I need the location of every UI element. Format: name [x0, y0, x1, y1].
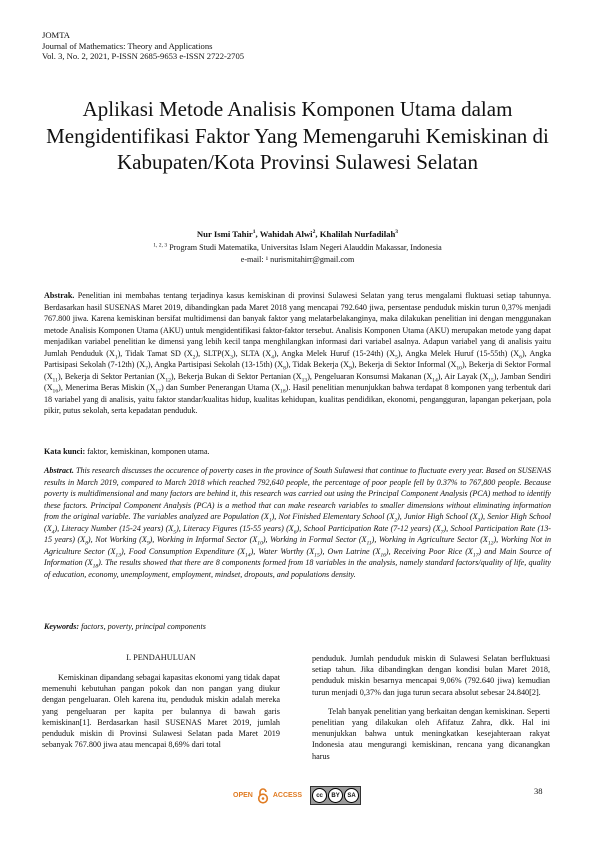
- sub: 17: [472, 552, 479, 559]
- abstract-text: ), Junior High School (X: [397, 512, 478, 521]
- abstrak-text: ), Angka Melek Huruf (15-24th) (X: [273, 348, 396, 358]
- abstract-text: ). The results showed that there are 8 components formed from 18 variables in the analysis, namely standard factors/quality of life, quality of education, economy, unemployment, employment, mindset, dropouts, and populations density.: [44, 558, 551, 579]
- access-label: ACCESS: [272, 792, 303, 799]
- sub: 5: [173, 529, 177, 536]
- abstrak-text: ), SLTA (X: [232, 348, 272, 358]
- sub: 4: [271, 354, 274, 361]
- sub: 15: [314, 552, 320, 559]
- paragraph: Kemiskinan dipandang sebagai kapasitas ekonomi yang tidak dapat memenuhi kebutuhan pangan pokok dan non pangan yang diukur dengan pengeluaran. Oleh karena itu, penduduk miskin adalah mereka yang pengeluaran per kapita per bulannya di bawah garis kemiskinan[1]. Berdasarkan hasil SUSENAS Maret 2019, jumlah penduduk miskin di Provinsi Sulawesi Selatan pada Maret 2019 sebanyak 767.800 jiwa atau mencapai 8,69% dari total: [42, 673, 280, 750]
- email: e-mail: ¹ nurismitahirr@gmail.com: [240, 254, 355, 264]
- abstrak-text: ), Angka Melek Huruf (15-55th) (X: [397, 348, 520, 358]
- author-1-sup: 1: [252, 229, 256, 236]
- abstrak-text: ), Jamban Sendiri (X: [44, 371, 551, 392]
- abstrak-text: ), Angka Partisipasi Sekolah (7-12th) (X: [44, 348, 552, 369]
- abstract-text: ), Literacy Figures (15-55 years) (X: [176, 523, 294, 533]
- sub: 7: [440, 529, 444, 536]
- abstrak-text: ). Hasil penelitian menunjukkan bahwa terdapat 8 komponen yang terbentuk dari 18 variabel yang di analisis, yaitu faktor standar/kualitas hidup, kualitas kehidupan, kualitas pendidikan, ekonomi, pengangguran, lapangan pekerjaan, pola pikir, putus sekolah, serta kepadatan penduduk.: [44, 383, 552, 415]
- abstract-text: ), School Participation Rate (7-12 years) (X: [296, 523, 441, 533]
- sub: 1: [268, 517, 272, 524]
- sub: 18: [280, 388, 286, 395]
- abstract-text: ), Food Consumption Expenditure (X: [120, 546, 245, 556]
- abstrak-text: ), Menerima Beras Miskin (X: [58, 383, 156, 392]
- sub: 3: [230, 354, 233, 361]
- sub: 2: [192, 354, 196, 361]
- sub: 10: [257, 540, 263, 547]
- affiliation-sup: 1, 2, 3: [153, 242, 168, 249]
- page-number: 38: [534, 786, 543, 796]
- paragraph: Telah banyak penelitian yang berkaitan dengan kemiskinan. Seperti penelitian yang dilakukan oleh Afifatuz Zahra, dkk. Hal ini menunjukkan bahwa untuk meningkatkan kesejahteraan rakyat Indonesia atau mengurangi kemiskinan, rencana yang dicanangkan harus: [312, 706, 550, 761]
- sub: 13: [115, 552, 121, 559]
- abstrak: [44, 290, 551, 417]
- sub: 1: [114, 354, 118, 361]
- sub: 17: [155, 388, 161, 395]
- author-list: Nur Ismi Tahir$^1$, Wahidah Alwi$^2$, Khalilah Nurfadilah$^3$: [196, 229, 399, 239]
- sub: 3: [477, 517, 481, 524]
- abstract-text: ), Working in Formal Sector (X: [262, 535, 367, 544]
- abstrak-text: ), Tidak Bekerja (X: [285, 360, 349, 369]
- cc-icon: cc: [312, 788, 327, 803]
- sub: 13: [301, 377, 308, 384]
- sub: 9: [146, 540, 150, 547]
- kata-kunci-label: Kata kunci:: [44, 447, 86, 456]
- sub: 12: [487, 540, 494, 547]
- license-footer: [233, 786, 361, 805]
- author-1: Nur Ismi Tahir: [196, 229, 253, 239]
- sub: 9: [349, 365, 352, 372]
- abstract-text: ), School Participation Rate (13-15 years) (X: [44, 523, 551, 544]
- sub: 5: [395, 354, 398, 361]
- sub: 11: [52, 377, 58, 384]
- abstract-text: ), Receiving Poor Rice (X: [385, 546, 473, 556]
- open-label: OPEN: [233, 792, 253, 799]
- sa-icon: SA: [344, 788, 359, 803]
- keywords-en: [44, 621, 551, 633]
- abstrak-text: ), Bekerja Bukan di Sektor Pertanian (X: [170, 371, 302, 381]
- sub: 16: [380, 552, 386, 559]
- sub: 6: [519, 354, 522, 361]
- abstrak-text: ), Pengeluaran Konsumsi Makanan (X: [307, 371, 433, 381]
- sub: 11: [366, 540, 372, 547]
- sub: 4: [51, 529, 55, 536]
- sub: 10: [456, 365, 462, 372]
- sub: 16: [52, 388, 59, 395]
- paper-title: Aplikasi Metode Analisis Komponen Utama dalam Mengidentifikasi Faktor Yang Memengaruhi Kemiskinan di Kabupaten/Kota Provinsi Sulawesi Selatan: [46, 97, 549, 174]
- open-access-lock-icon: [257, 788, 269, 804]
- keywords-label: Keywords:: [44, 622, 80, 631]
- abstract-label: Abstract.: [44, 466, 74, 475]
- sub: 2: [394, 517, 398, 524]
- abstract-text: ), Not Working (X: [87, 535, 147, 544]
- abstract-text: ), Literacy Number (15-24 years) (X: [54, 523, 174, 533]
- abstrak-text: ), Bekerja di Sektor Pertanian (X: [57, 371, 166, 381]
- sub: 8: [283, 365, 286, 372]
- abstrak-text: ), Tidak Tamat SD (X: [117, 348, 193, 358]
- abstract-text: ), Own Latrine (X: [319, 546, 381, 556]
- abstract-text: ), Senior High School (X: [44, 512, 551, 533]
- sub: 8: [85, 540, 88, 547]
- sub: 12: [165, 377, 171, 384]
- abstract-text: ) and Main Source of Information (X: [44, 546, 551, 567]
- left-column: [42, 672, 280, 750]
- right-column: [312, 653, 550, 762]
- kata-kunci: [44, 446, 551, 458]
- by-icon: BY: [328, 788, 343, 803]
- abstrak-text: ) dan Sumber Penerangan Utama (X: [160, 383, 281, 392]
- abstrak-text: ), Bekerja di Sektor Formal (X: [44, 360, 551, 381]
- abstract-en: [44, 465, 551, 580]
- abstrak-text: ), Air Layak (X: [437, 371, 489, 381]
- abstract-text: This research discusses the occurence of poverty cases in the province of South Sulawesi that continue to fluctuate every year. Based on SUSENAS results in March 2019, compared to March 2018 which reached 792,640 people, the percentage of poor people fell by 0.37% to 767,800 people. Because poverty is multidimensional and many factors are behind it, this research was carried out using the Principal Component Analysis (PCA) method to identify these factors. Principal Component Analysis (PCA) is a method that can make research variables to smaller dimensions without eliminating information from the original variable. The variables analyzed are Population (X: [44, 466, 551, 521]
- journal-issue: Vol. 3, No. 2, 2021, P-ISSN 2685-9653 e-ISSN 2722-2705: [42, 51, 245, 62]
- sub: 15: [488, 377, 494, 384]
- author-2: Wahidah Alwi: [259, 229, 313, 239]
- author-2-sup: 2: [312, 229, 316, 236]
- abstrak-label: Abstrak.: [44, 291, 75, 300]
- keywords-text: factors, poverty, principal components: [79, 622, 206, 631]
- section-title: I. PENDAHULUAN: [126, 653, 196, 662]
- abstract-text: ), Working Not in Agriculture Sector (X: [44, 535, 551, 556]
- abstract-text: ), Working in Informal Sector (X: [149, 535, 258, 544]
- sub: 6: [293, 529, 297, 536]
- author-3: Khalilah Nurfadilah: [319, 229, 396, 239]
- author-3-sup: 3: [395, 229, 399, 236]
- sub: 18: [92, 563, 99, 570]
- abstract-text: ), Working in Agriculture Sector (X: [371, 535, 488, 544]
- affiliation: Program Studi Matematika, Universitas Islam Negeri Alauddin Makassar, Indonesia: [169, 243, 442, 252]
- abstrak-text: ), Angka Partisipasi Sekolah (13-15th) (X: [147, 360, 284, 369]
- abstract-text: ), Not Finished Elementary School (X: [271, 512, 395, 521]
- journal-header: [42, 30, 244, 62]
- abstract-text: ), Water Worthy (X: [250, 546, 315, 556]
- abstrak-text: ), Bekerja di Sektor Informal (X: [351, 360, 457, 369]
- sub: 14: [432, 377, 438, 384]
- journal-full-name: Journal of Mathematics: Theory and Applications: [42, 40, 213, 51]
- sub: 7: [145, 365, 148, 372]
- paragraph: penduduk. Jumlah penduduk miskin di Sulawesi Selatan berfluktuasi setiap tahun. Jika dibandingkan dengan kondisi bulan Maret 2018, penduduk miskin besarnya mencapai 9,06% (792.640 jiwa) kemudian turun menjadi 0,37% dan juga turun secara absolut sebesar 24.840[2].: [312, 654, 550, 697]
- journal-name: JOMTA: [42, 30, 70, 40]
- abstrak-text: ), SLTP(X: [195, 348, 231, 358]
- sub: 14: [244, 552, 251, 559]
- abstrak-text: Penelitian ini membahas tentang terjadinya kasus kemiskinan di provinsi Sulawesi Selatan yang terus mengalami fluktuasi setiap tahunnya. Berdasarkan hasil SUSENAS Maret 2019, dibandingkan pada Maret 2018 yang mencapai 792.640 jiwa, persentase penduduk miskin turun 0,37% menjadi 767.800 jiwa. Karena kemiskinan bersifat multidimensi dan banyak faktor yang melatarbelakanginya, maka dilakukan penelitian ini dengan menggunakan metode Analisis Komponen Utama (AKU) untuk mengidentifikasi faktor-faktor tersebut. Analisis Komponen Utama (AKU) merupakan metode yang dapat menjadikan variabel penelitian ke dimensi yang lebih kecil tanpa menghilangkan informasi dari variabel asalnya. Adapun variabel yang di analisis yaitu Jumlah Penduduk (X: [44, 291, 552, 358]
- affiliation-block: [40, 242, 555, 265]
- creative-commons-badge[interactable]: [310, 786, 361, 805]
- kata-kunci-text: faktor, kemiskinan, komponen utama.: [85, 447, 210, 456]
